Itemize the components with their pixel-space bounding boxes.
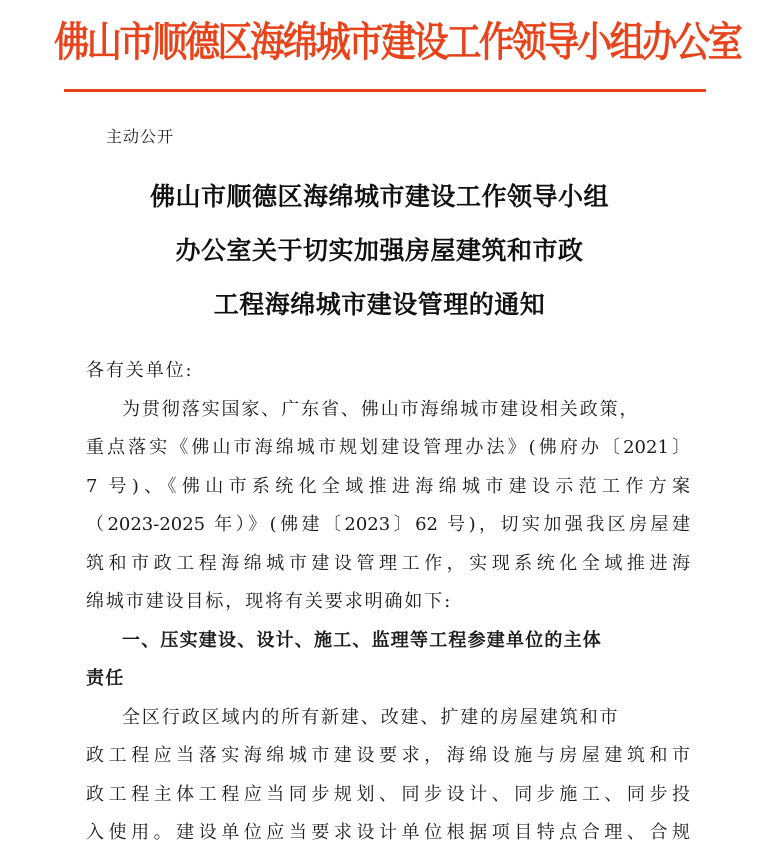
para1-line-6: 绵城市建设目标，现将有关要求明确如下: bbox=[86, 591, 453, 612]
disclosure-label: 主动公开 bbox=[106, 127, 175, 146]
para1-line-3: 7 号)、《佛山市系统化全域推进海绵城市建设示范工作方案 bbox=[86, 475, 690, 497]
salutation: 各有关单位: bbox=[86, 360, 194, 381]
para1-line-2: 重点落实《佛山市海绵城市规划建设管理办法》(佛府办〔2021〕 bbox=[86, 437, 690, 458]
document-body bbox=[86, 352, 690, 853]
para2-line-4: 入使用。建设单位应当要求设计单位根据项目特点合理、合规 bbox=[86, 822, 690, 843]
red-header-rule bbox=[64, 89, 706, 92]
para1-line-4: （2023-2025 年）》(佛建〔2023〕62 号)，切实加强我区房屋建 bbox=[86, 514, 690, 535]
document-title bbox=[0, 170, 759, 332]
section1-heading-line-1: 一、压实建设、设计、施工、监理等工程参建单位的主体 bbox=[122, 629, 602, 651]
para2-line-1: 全区行政区域内的所有新建、改建、扩建的房屋建筑和市 bbox=[122, 706, 620, 728]
document-title-line-1: 佛山市顺德区海绵城市建设工作领导小组 bbox=[149, 182, 609, 211]
red-header-org-title: 佛山市顺德区海绵城市建设工作领导小组办公室 bbox=[54, 18, 741, 66]
para2-line-3: 政工程主体工程应当同步规划、同步设计、同步施工、同步投 bbox=[86, 783, 690, 805]
para1-line-1: 为贯彻落实国家、广东省、佛山市海绵城市建设相关政策， bbox=[122, 398, 640, 420]
para2-line-2: 政工程应当落实海绵城市建设要求，海绵设施与房屋建筑和市 bbox=[86, 745, 690, 766]
section1-heading-line-2: 责任 bbox=[86, 668, 125, 689]
document-title-line-3: 工程海绵城市建设管理的通知 bbox=[213, 290, 546, 319]
para1-line-5: 筑和市政工程海绵城市建设管理工作，实现系统化全域推进海 bbox=[86, 552, 690, 574]
document-title-line-2: 办公室关于切实加强房屋建筑和市政 bbox=[175, 236, 584, 265]
